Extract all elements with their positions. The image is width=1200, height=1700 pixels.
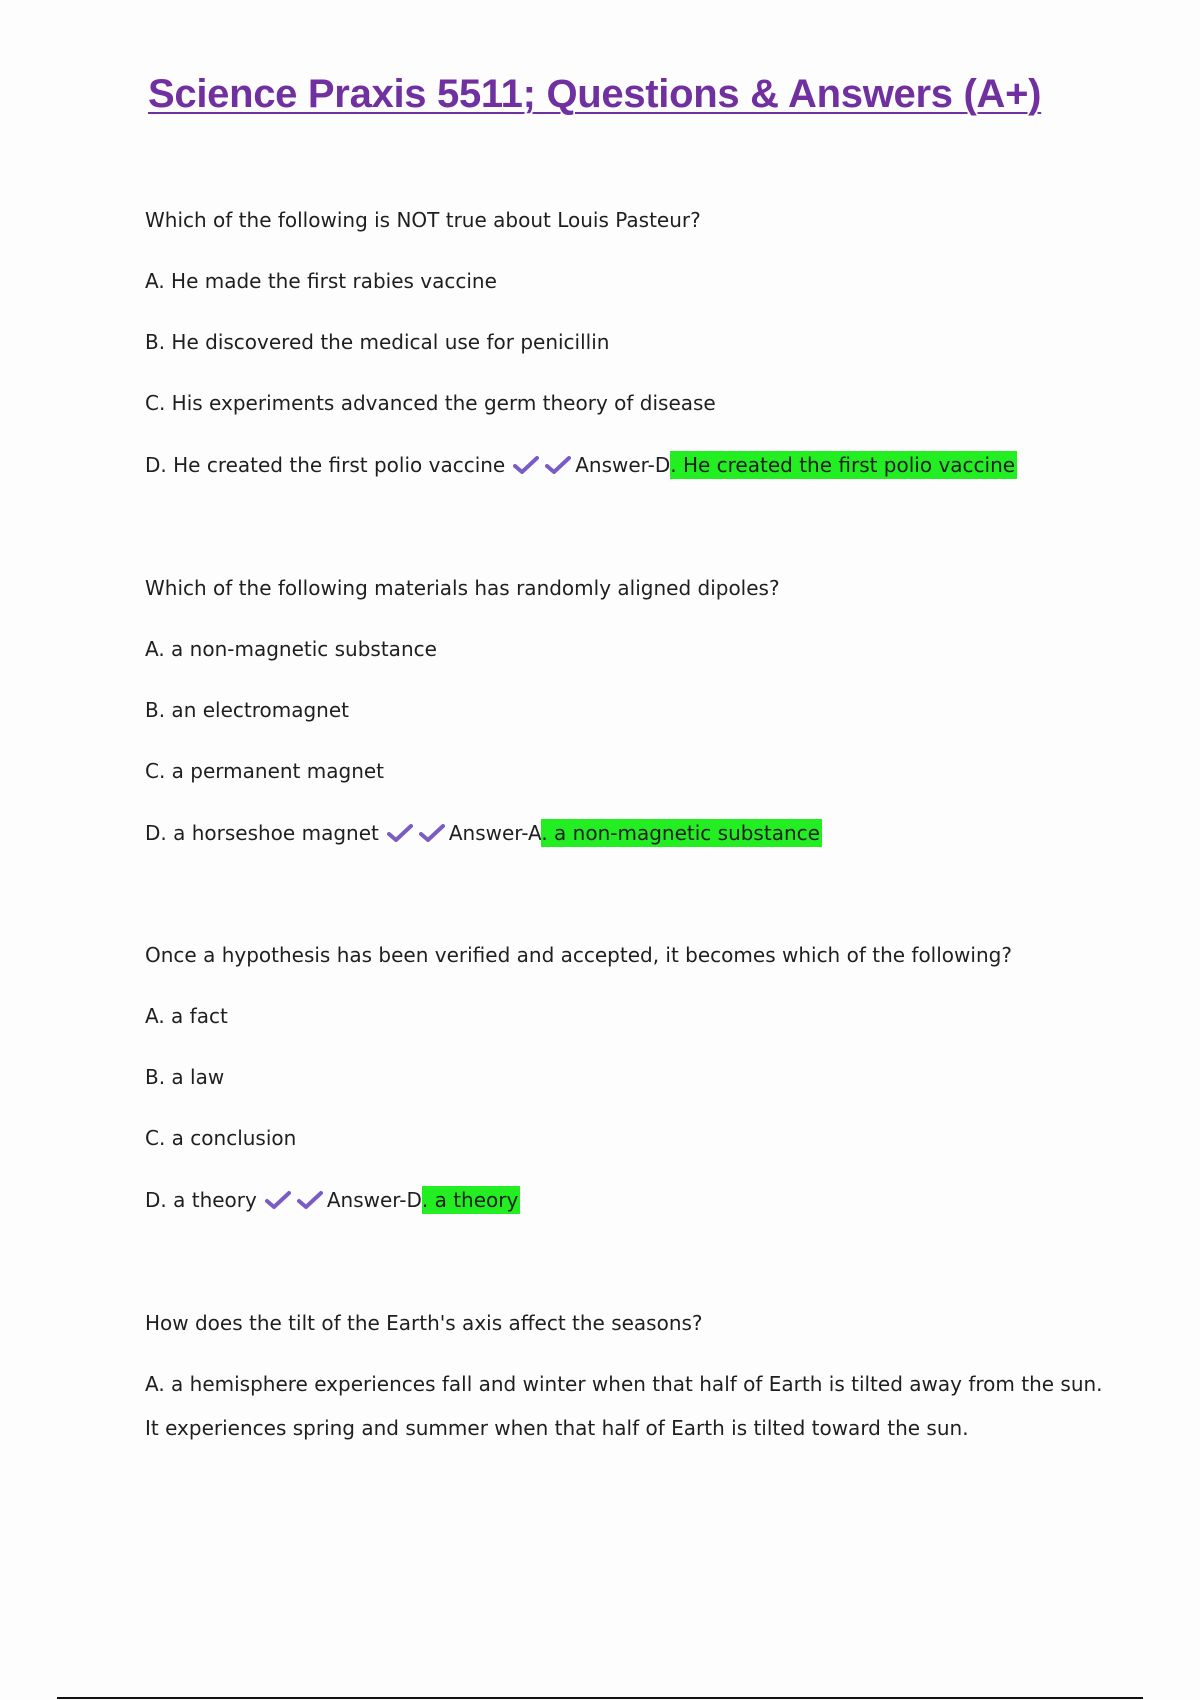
check-icon [387, 823, 413, 843]
option-d-with-answer [145, 1187, 520, 1213]
check-icon [297, 1190, 323, 1210]
option-d: D. He created the first polio vaccine [145, 453, 506, 477]
option-c: C. a permanent magnet [145, 759, 385, 783]
option-a: A. a non-magnetic substance [145, 637, 437, 661]
option-d: D. a horseshoe magnet [145, 821, 379, 845]
option-a-continued: It experiences spring and summer when that half of Earth is tilted toward the sun. [145, 1416, 969, 1440]
option-d-with-answer [145, 452, 1017, 478]
page-title: Science Praxis 5511; Questions & Answers (A+) [148, 72, 1042, 116]
question-text: Once a hypothesis has been verified and accepted, it becomes which of the following? [145, 943, 1012, 967]
answer-highlight: . a non-magnetic substance [541, 821, 820, 845]
answer-label: Answer-D [326, 1188, 422, 1212]
check-icon [265, 1190, 291, 1210]
answer-highlight: . He created the first polio vaccine [670, 453, 1016, 477]
option-a: A. a hemisphere experiences fall and winter when that half of Earth is tilted away from the sun. [145, 1372, 1103, 1396]
option-a: A. a fact [145, 1004, 228, 1028]
question-text: How does the tilt of the Earth's axis affect the seasons? [145, 1311, 703, 1335]
option-a: A. He made the first rabies vaccine [145, 269, 497, 293]
question-text: Which of the following materials has randomly aligned dipoles? [145, 576, 780, 600]
option-d-with-answer [145, 820, 822, 846]
option-c: C. His experiments advanced the germ theory of disease [145, 391, 716, 415]
answer-label: Answer-D [575, 453, 671, 477]
option-d: D. a theory [145, 1188, 257, 1212]
question-text: Which of the following is NOT true about Louis Pasteur? [145, 208, 701, 232]
option-b: B. a law [145, 1065, 225, 1089]
check-icon [419, 823, 445, 843]
option-c: C. a conclusion [145, 1126, 297, 1150]
answer-highlight: . a theory [421, 1188, 519, 1212]
option-b: B. He discovered the medical use for penicillin [145, 330, 610, 354]
page-divider [57, 1697, 1143, 1699]
check-icon [545, 455, 571, 475]
answer-label: Answer-A [448, 821, 542, 845]
check-icon [513, 455, 539, 475]
option-b: B. an electromagnet [145, 698, 350, 722]
